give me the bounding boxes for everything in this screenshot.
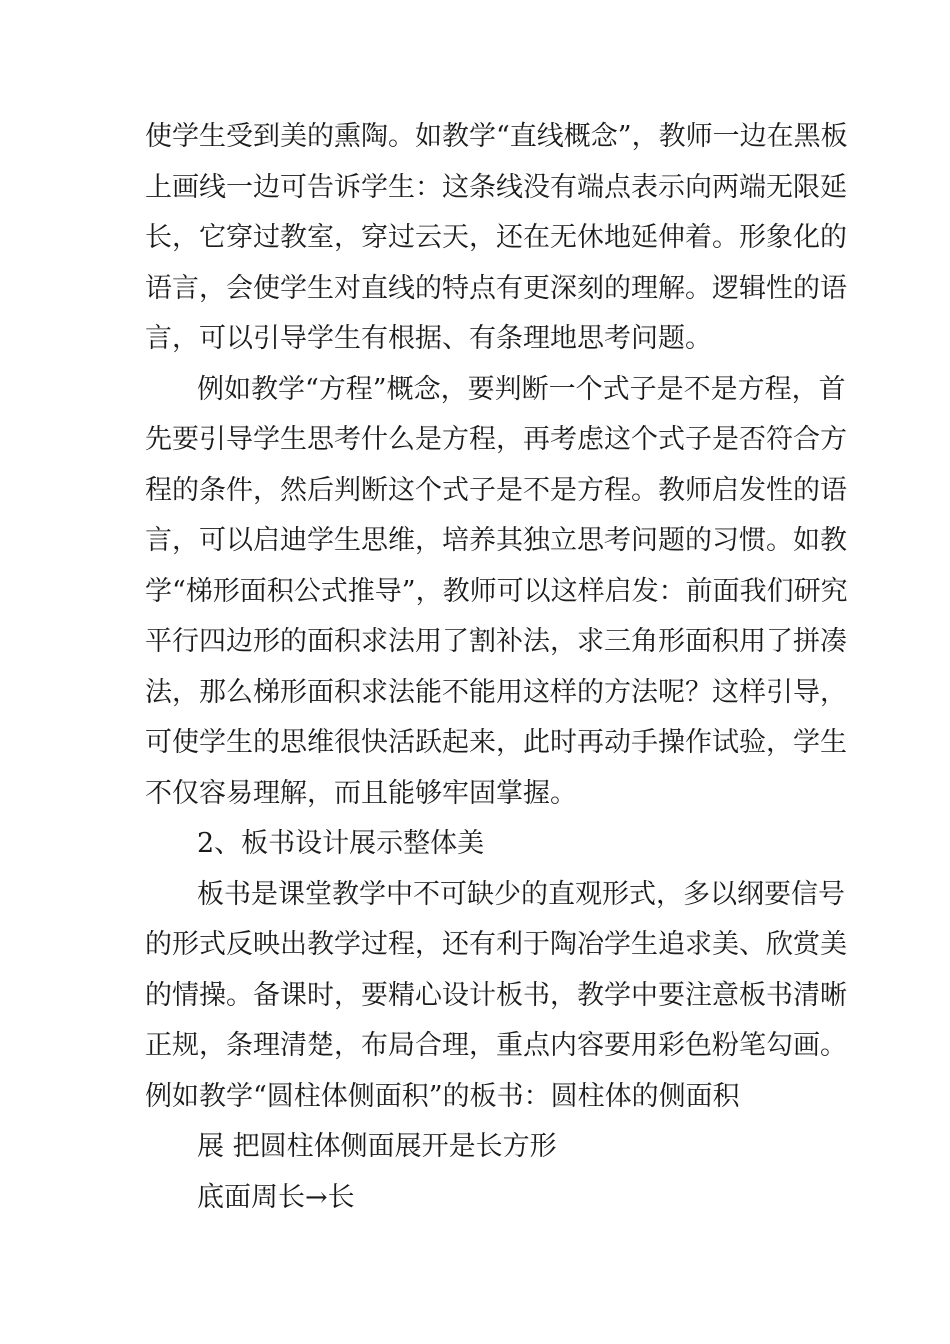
board-design-line: 底面周长→长 [197,1181,355,1213]
text-line: 先要引导学生思考什么是方程，再考虑这个式子是否符合方 [145,424,847,455]
text-line: 长，它穿过教室，穿过云天，还在无休地延伸着。形象化的 [145,222,847,253]
text-line: 语言，会使学生对直线的特点有更深刻的理解。逻辑性的语 [145,272,847,304]
text-line: 平行四边形的面积求法用了割补法，求三角形面积用了拼凑 [145,626,847,657]
text-line: 正规，条理清楚，布局合理，重点内容要用彩色粉笔勾画。 [145,1030,847,1061]
text-line: 程的条件，然后判断这个式子是不是方程。教师启发性的语 [145,474,847,506]
text-line: 例如教学“圆柱体侧面积”的板书：圆柱体的侧面积 [145,1080,740,1112]
text-line: 的形式反映出教学过程，还有利于陶冶学生追求美、欣赏美 [145,929,847,960]
paragraph-start-line: 例如教学“方程”概念，要判断一个式子是不是方程，首 [197,373,846,405]
text-line: 不仅容易理解，而且能够牢固掌握。 [145,777,577,809]
document-body [145,112,848,1223]
text-line: 学“梯形面积公式推导”，教师可以这样启发：前面我们研究 [145,575,848,607]
text-line: 法，那么梯形面积求法能不能用这样的方法呢？这样引导， [145,676,847,708]
text-line: 言，可以启迪学生思维，培养其独立思考问题的习惯。如教 [145,525,847,556]
text-line: 言，可以引导学生有根据、有条理地思考问题。 [145,323,712,354]
text-line: 上画线一边可告诉学生：这条线没有端点表示向两端无限延 [145,171,847,203]
text-line: 的情操。备课时，要精心设计板书，教学中要注意板书清晰 [145,979,847,1011]
section-heading: 2、板书设计展示整体美 [197,828,485,859]
text-line: 使学生受到美的熏陶。如教学“直线概念”，教师一边在黑板 [145,121,848,152]
paragraph-start-line: 板书是课堂教学中不可缺少的直观形式，多以纲要信号 [197,878,845,910]
text-line: 可使学生的思维很快活跃起来，此时再动手操作试验，学生 [145,727,847,758]
board-design-line: 展 把圆柱体侧面展开是长方形 [197,1131,557,1162]
